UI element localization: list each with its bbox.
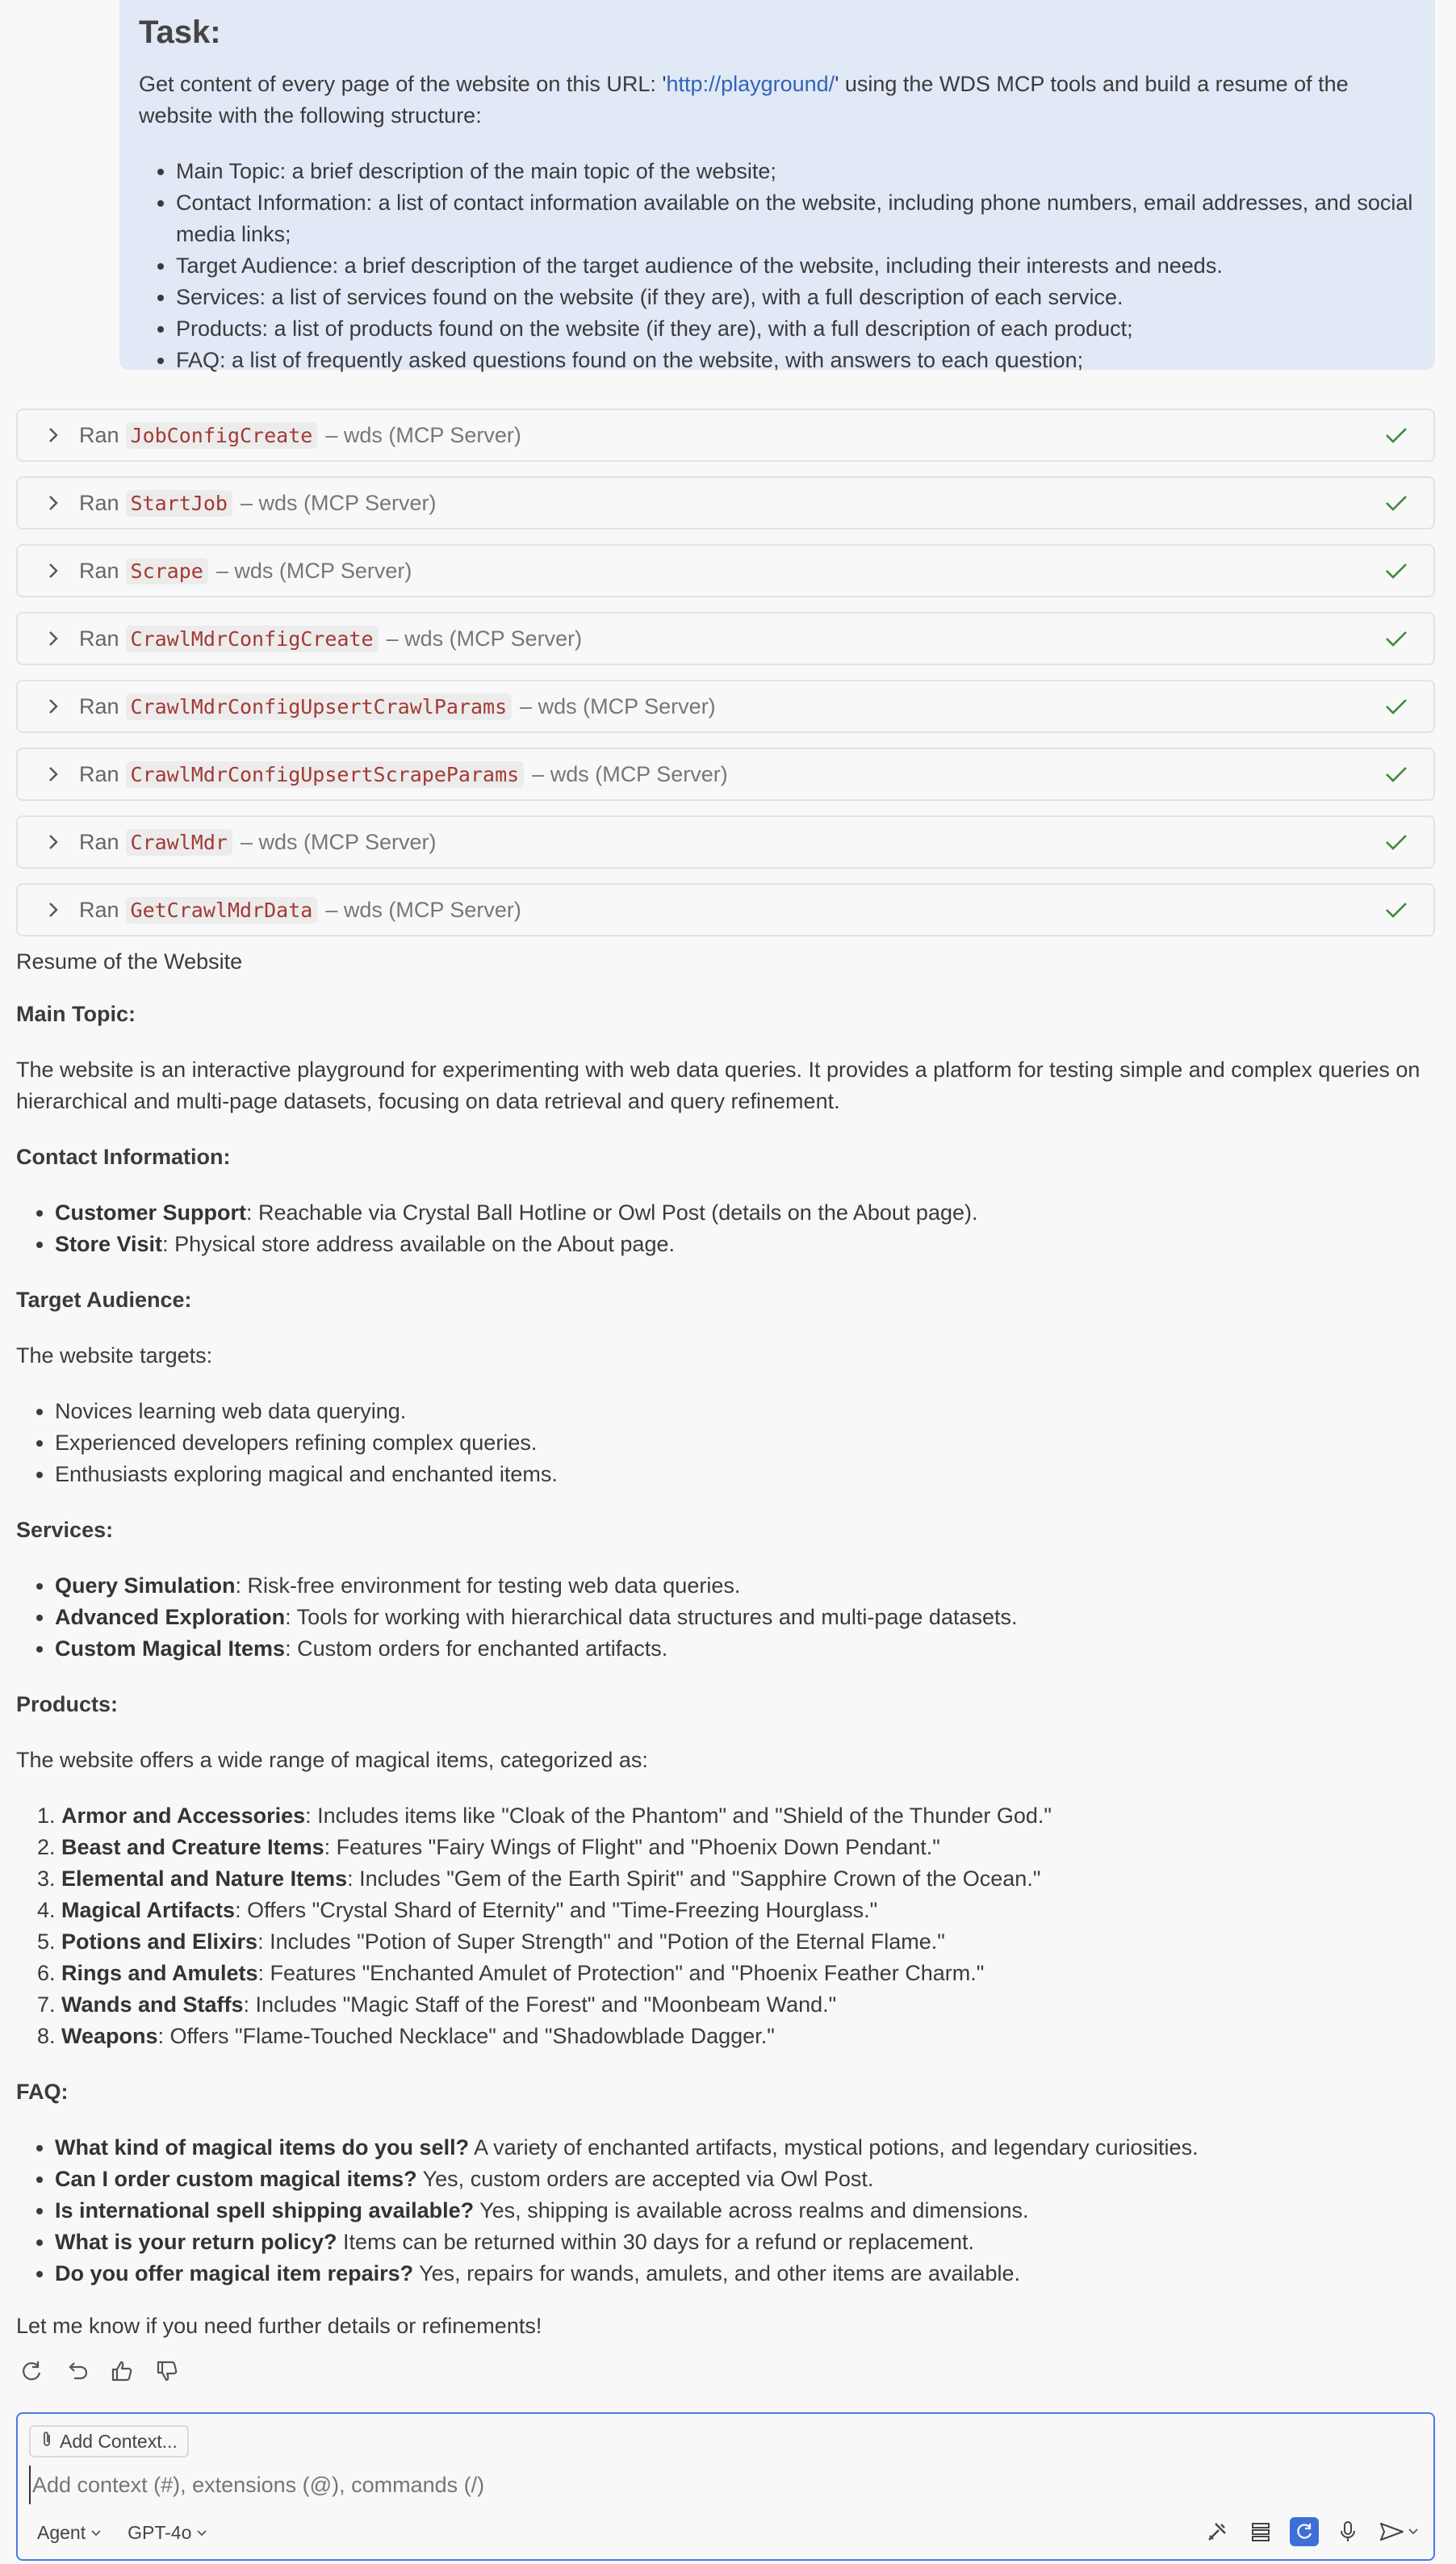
mode-dropdown[interactable] <box>37 2522 102 2544</box>
chevron-right-icon[interactable] <box>44 425 63 445</box>
tool-name: Scrape <box>126 558 208 584</box>
ran-label: Ran <box>79 693 119 719</box>
model-dropdown[interactable] <box>128 2522 207 2544</box>
check-icon <box>1383 626 1409 651</box>
server-label: – wds (MCP Server) <box>240 490 437 515</box>
faq-heading: FAQ: <box>16 2080 69 2104</box>
task-item: • FAQ: a list of frequently asked questions found on the website, with answers to each question; <box>176 345 1416 376</box>
audience-intro: The website targets: <box>16 1343 213 1368</box>
list-item: • Query Simulation: Risk-free environment for testing web data queries. <box>55 1570 1437 1602</box>
main-topic-heading: Main Topic: <box>16 1002 136 1026</box>
retry-icon[interactable] <box>18 2357 45 2385</box>
list-item: • Custom Magical Items: Custom orders for enchanted artifacts. <box>55 1633 1437 1665</box>
services-list <box>55 1570 1437 1665</box>
tool-name: GetCrawlMdrData <box>126 897 318 924</box>
tool-run-row[interactable] <box>16 815 1435 869</box>
tool-name: JobConfigCreate <box>126 422 318 449</box>
faq-list <box>55 2132 1437 2290</box>
task-item: • Services: a list of services found on the website (if they are), with a full description of each service. <box>176 282 1416 313</box>
list-item: • Customer Support: Reachable via Crystal Ball Hotline or Owl Post (details on the About page). <box>55 1197 1437 1229</box>
chevron-down-icon <box>90 2529 102 2537</box>
server-label: – wds (MCP Server) <box>240 829 437 854</box>
tool-run-row[interactable] <box>16 408 1435 462</box>
list-item: • Advanced Exploration: Tools for working with hierarchical data structures and multi-page datasets. <box>55 1602 1437 1633</box>
tool-run-row[interactable] <box>16 476 1435 530</box>
chevron-right-icon[interactable] <box>44 561 63 580</box>
task-item: • Main Topic: a brief description of the main topic of the website; <box>176 156 1416 187</box>
list-item: • What kind of magical items do you sell? A variety of enchanted artifacts, mystical potions, and legendary curiosities. <box>55 2132 1437 2164</box>
check-icon <box>1383 558 1409 584</box>
list-item: 6. Rings and Amulets: Features "Enchanted Amulet of Protection" and "Phoenix Feather Charm." <box>61 1958 1437 1989</box>
closing-text: Let me know if you need further details or refinements! <box>16 2314 542 2338</box>
chat-actions <box>1203 2517 1422 2546</box>
chevron-right-icon[interactable] <box>44 629 63 648</box>
task-box <box>119 0 1435 370</box>
send-icon[interactable] <box>1377 2517 1422 2546</box>
paperclip-icon <box>40 2430 53 2453</box>
ran-label: Ran <box>79 626 119 651</box>
products-intro: The website offers a wide range of magical items, categorized as: <box>16 1748 648 1772</box>
audience-heading: Target Audience: <box>16 1288 192 1312</box>
list-item: 1. Armor and Accessories: Includes items like "Cloak of the Phantom" and "Shield of the Thunder God." <box>61 1800 1437 1832</box>
tool-run-row[interactable] <box>16 680 1435 733</box>
check-icon <box>1383 490 1409 516</box>
products-heading: Products: <box>16 1692 119 1716</box>
server-label: – wds (MCP Server) <box>215 558 412 583</box>
task-url-link[interactable]: http://playground/ <box>666 72 835 96</box>
task-list <box>176 156 1416 376</box>
task-item: • Contact Information: a list of contact information available on the website, including phone numbers, email addresses, and social media links; <box>176 187 1416 250</box>
chat-prompt-input[interactable] <box>29 2466 1159 2504</box>
auto-refresh-icon[interactable] <box>1290 2517 1319 2546</box>
tools-icon[interactable] <box>1203 2517 1232 2546</box>
ran-label: Ran <box>79 829 119 854</box>
list-item: • Is international spell shipping available? Yes, shipping is available across realms and dimensions. <box>55 2195 1437 2227</box>
thumbs-up-icon[interactable] <box>108 2357 136 2385</box>
list-item: 4. Magical Artifacts: Offers "Crystal Shard of Eternity" and "Time-Freezing Hourglass." <box>61 1895 1437 1926</box>
mode-label: Agent <box>37 2522 86 2543</box>
list-icon[interactable] <box>1246 2517 1275 2546</box>
tool-name: CrawlMdrConfigUpsertScrapeParams <box>126 761 525 788</box>
task-intro: Get content of every page of the website on this URL: 'http://playground/' using the WDS MCP tools and build a resume of the website with the following structure: <box>139 72 1349 128</box>
list-item: 7. Wands and Staffs: Includes "Magic Staff of the Forest" and "Moonbeam Wand." <box>61 1989 1437 2021</box>
products-list <box>61 1800 1437 2052</box>
list-item: • Do you offer magical item repairs? Yes, repairs for wands, amulets, and other items are available. <box>55 2258 1437 2290</box>
list-item: 2. Beast and Creature Items: Features "Fairy Wings of Flight" and "Phoenix Down Pendant." <box>61 1832 1437 1863</box>
check-icon <box>1383 422 1409 448</box>
tool-runs <box>16 408 1435 951</box>
list-item: • Novices learning web data querying. <box>55 1396 1437 1427</box>
main-topic-text: The website is an interactive playground for experimenting with web data queries. It provides a platform for testing simple and complex queries on hierarchical and multi-page datasets, focusing on data retrieval and query refinement. <box>16 1058 1420 1113</box>
audience-list <box>55 1396 1437 1490</box>
server-label: – wds (MCP Server) <box>520 693 716 719</box>
tool-run-row[interactable] <box>16 748 1435 801</box>
undo-icon[interactable] <box>63 2357 90 2385</box>
chevron-right-icon[interactable] <box>44 900 63 920</box>
list-item: 8. Weapons: Offers "Flame-Touched Necklace" and "Shadowblade Dagger." <box>61 2021 1437 2052</box>
ran-label: Ran <box>79 422 119 447</box>
list-item: 3. Elemental and Nature Items: Includes "Gem of the Earth Spirit" and "Sapphire Crown of the Ocean." <box>61 1863 1437 1895</box>
tool-run-row[interactable] <box>16 612 1435 665</box>
tool-name: CrawlMdrConfigUpsertCrawlParams <box>126 693 513 720</box>
server-label: – wds (MCP Server) <box>325 897 521 922</box>
tool-name: CrawlMdr <box>126 829 232 856</box>
ran-label: Ran <box>79 490 119 515</box>
task-item: • Target Audience: a brief description of the target audience of the website, including their interests and needs. <box>176 250 1416 282</box>
chevron-right-icon[interactable] <box>44 832 63 852</box>
check-icon <box>1383 761 1409 787</box>
task-title: Task: <box>139 15 221 50</box>
tool-run-row[interactable] <box>16 883 1435 936</box>
list-item: • Store Visit: Physical store address available on the About page. <box>55 1229 1437 1260</box>
server-label: – wds (MCP Server) <box>532 761 728 786</box>
chat-options <box>37 2522 207 2544</box>
list-item: • Can I order custom magical items? Yes, custom orders are accepted via Owl Post. <box>55 2164 1437 2195</box>
list-item: 5. Potions and Elixirs: Includes "Potion of Super Strength" and "Potion of the Eternal Flame." <box>61 1926 1437 1958</box>
contact-heading: Contact Information: <box>16 1145 231 1169</box>
task-item: • Products: a list of products found on the website (if they are), with a full description of each product; <box>176 313 1416 345</box>
list-item: • Experienced developers refining complex queries. <box>55 1427 1437 1459</box>
thumbs-down-icon[interactable] <box>153 2357 181 2385</box>
tool-run-row[interactable] <box>16 544 1435 597</box>
chat-input-box <box>16 2412 1435 2561</box>
chevron-right-icon[interactable] <box>44 493 63 513</box>
server-label: – wds (MCP Server) <box>386 626 583 651</box>
assistant-response <box>16 946 1437 2342</box>
add-context-label: Add Context... <box>60 2430 178 2452</box>
chevron-down-icon <box>196 2529 207 2537</box>
tool-name: StartJob <box>126 490 232 517</box>
ran-label: Ran <box>79 761 119 786</box>
services-heading: Services: <box>16 1518 114 1542</box>
check-icon <box>1383 829 1409 855</box>
check-icon <box>1383 897 1409 923</box>
chevron-right-icon[interactable] <box>44 765 63 784</box>
model-label: GPT-4o <box>128 2522 192 2543</box>
tool-name: CrawlMdrConfigCreate <box>126 626 379 652</box>
chevron-right-icon[interactable] <box>44 697 63 716</box>
add-context-button[interactable] <box>29 2425 189 2457</box>
feedback-bar <box>18 2357 181 2385</box>
check-icon <box>1383 693 1409 719</box>
contact-list <box>55 1197 1437 1260</box>
ran-label: Ran <box>79 897 119 922</box>
microphone-icon[interactable] <box>1333 2517 1362 2546</box>
list-item: • Enthusiasts exploring magical and enchanted items. <box>55 1459 1437 1490</box>
response-title: Resume of the Website <box>16 949 243 974</box>
server-label: – wds (MCP Server) <box>325 422 521 447</box>
list-item: • What is your return policy? Items can be returned within 30 days for a refund or replacement. <box>55 2227 1437 2258</box>
ran-label: Ran <box>79 558 119 583</box>
